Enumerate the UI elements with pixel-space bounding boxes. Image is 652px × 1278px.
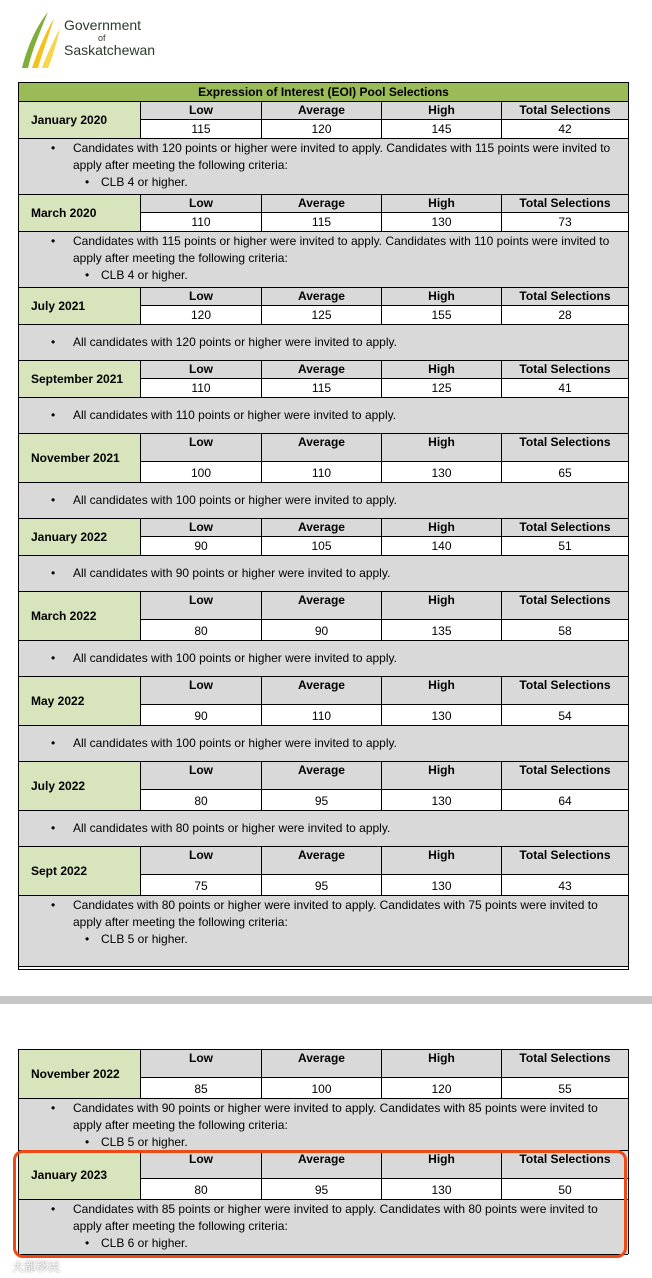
note-bullet: • All candidates with 90 points or higher were invited to apply. xyxy=(19,565,628,582)
total-selections: 73 xyxy=(501,213,628,231)
round-scores xyxy=(141,195,628,231)
round-notes xyxy=(19,231,628,288)
round-scores xyxy=(141,847,628,895)
column-header: Low xyxy=(189,362,213,376)
total-selections: 54 xyxy=(501,705,628,725)
round-scores xyxy=(141,102,628,138)
average-score: 95 xyxy=(261,790,381,810)
score-value-row xyxy=(141,1078,628,1098)
column-header: Low xyxy=(189,593,213,607)
low-score: 110 xyxy=(191,215,211,229)
score-value-row xyxy=(141,213,628,231)
high-score: 145 xyxy=(381,120,501,138)
round-notes xyxy=(19,725,628,762)
column-header: High xyxy=(381,519,501,537)
average-score: 105 xyxy=(261,537,381,555)
column-header: High xyxy=(381,195,501,213)
column-header: High xyxy=(381,847,501,875)
eoi-table-part-1 xyxy=(18,82,629,970)
column-header: Average xyxy=(261,195,381,213)
high-score: 130 xyxy=(381,790,501,810)
round-scores xyxy=(141,677,628,725)
average-score: 115 xyxy=(261,213,381,231)
column-header: High xyxy=(381,592,501,620)
column-header: Low xyxy=(189,435,213,449)
low-score: 90 xyxy=(194,709,208,723)
selection-round xyxy=(19,195,628,288)
high-score: 130 xyxy=(381,875,501,895)
logo-line-1: Government xyxy=(64,17,142,33)
average-score: 95 xyxy=(261,1179,381,1199)
round-month: November 2022 xyxy=(19,1050,141,1098)
column-header: Average xyxy=(261,361,381,379)
column-header: Average xyxy=(261,1050,381,1078)
round-notes xyxy=(19,324,628,361)
total-selections: 51 xyxy=(501,537,628,555)
round-notes xyxy=(19,1098,628,1151)
high-score: 130 xyxy=(381,462,501,482)
average-score: 125 xyxy=(261,306,381,324)
score-header-row xyxy=(141,361,628,379)
total-selections: 42 xyxy=(501,120,628,138)
low-score: 115 xyxy=(191,122,211,136)
high-score: 135 xyxy=(381,620,501,640)
round-notes xyxy=(19,397,628,434)
table-title: Expression of Interest (EOI) Pool Selections xyxy=(19,83,628,102)
low-score: 100 xyxy=(190,466,212,480)
column-header: Low xyxy=(189,1152,213,1166)
column-header: Total Selections xyxy=(501,847,628,875)
average-score: 90 xyxy=(261,620,381,640)
column-header: Average xyxy=(261,288,381,306)
column-header: High xyxy=(381,677,501,705)
low-score: 120 xyxy=(190,308,212,322)
column-header: Low xyxy=(189,848,213,862)
column-header: Average xyxy=(261,762,381,790)
column-header: Average xyxy=(261,519,381,537)
score-value-row xyxy=(141,379,628,397)
column-header: Low xyxy=(189,520,213,534)
round-month: January 2020 xyxy=(19,102,141,138)
column-header: Average xyxy=(261,592,381,620)
score-header-row xyxy=(141,195,628,213)
total-selections: 50 xyxy=(501,1179,628,1199)
column-header: Average xyxy=(261,102,381,120)
note-sub-bullet: • CLB 5 or higher. xyxy=(19,1134,628,1151)
note-sub-bullet: • CLB 4 or higher. xyxy=(19,174,628,191)
column-header: Low xyxy=(189,678,213,692)
low-score: 90 xyxy=(194,539,208,553)
column-header: Total Selections xyxy=(501,592,628,620)
score-header-row xyxy=(141,102,628,120)
round-notes xyxy=(19,810,628,847)
column-header: High xyxy=(381,1151,501,1179)
note-bullet: • All candidates with 120 points or higher were invited to apply. xyxy=(19,334,628,351)
round-month: January 2022 xyxy=(19,519,141,555)
note-bullet: • Candidates with 85 points or higher were invited to apply. Candidates with 80 points were invited to apply after meeting the following criteria: xyxy=(19,1201,628,1235)
selection-round xyxy=(19,288,628,361)
column-header: Total Selections xyxy=(501,102,628,120)
round-month: May 2022 xyxy=(19,677,141,725)
score-value-row xyxy=(141,537,628,555)
total-selections: 41 xyxy=(501,379,628,397)
column-header: Average xyxy=(261,677,381,705)
column-header: High xyxy=(381,1050,501,1078)
total-selections: 43 xyxy=(501,875,628,895)
watermark: 大都移民 xyxy=(12,1260,61,1274)
column-header: Total Selections xyxy=(501,677,628,705)
column-header: High xyxy=(381,361,501,379)
score-header-row xyxy=(141,288,628,306)
column-header: Total Selections xyxy=(501,519,628,537)
score-header-row xyxy=(141,519,628,537)
average-score: 95 xyxy=(261,875,381,895)
average-score: 115 xyxy=(261,379,381,397)
round-scores xyxy=(141,361,628,397)
round-scores xyxy=(141,288,628,324)
round-scores xyxy=(141,1050,628,1098)
round-notes xyxy=(19,482,628,519)
round-month: March 2020 xyxy=(19,195,141,231)
logo-line-3: Saskatchewan xyxy=(64,42,156,58)
round-month: Sept 2022 xyxy=(19,847,141,895)
highlight-box xyxy=(13,1150,627,1258)
high-score: 120 xyxy=(381,1078,501,1098)
score-header-row xyxy=(141,592,628,620)
column-header: Total Selections xyxy=(501,434,628,462)
round-month: November 2021 xyxy=(19,434,141,482)
high-score: 130 xyxy=(381,213,501,231)
low-score: 75 xyxy=(194,879,208,893)
column-header: Total Selections xyxy=(501,1151,628,1179)
total-selections: 58 xyxy=(501,620,628,640)
round-scores xyxy=(141,592,628,640)
round-month: January 2023 xyxy=(19,1151,141,1199)
score-value-row xyxy=(141,875,628,895)
column-header: High xyxy=(381,288,501,306)
score-value-row xyxy=(141,462,628,482)
total-selections: 55 xyxy=(501,1078,628,1098)
column-header: High xyxy=(381,102,501,120)
column-header: Average xyxy=(261,847,381,875)
wheat-sheaf-icon xyxy=(18,10,66,72)
selection-round xyxy=(19,847,628,967)
note-bullet: • All candidates with 100 points or higher were invited to apply. xyxy=(19,492,628,509)
low-score: 80 xyxy=(194,1183,208,1197)
selection-round xyxy=(19,361,628,434)
page-break xyxy=(0,996,652,1004)
column-header: Total Selections xyxy=(501,762,628,790)
note-bullet: • All candidates with 100 points or higher were invited to apply. xyxy=(19,650,628,667)
column-header: Low xyxy=(189,289,213,303)
round-notes xyxy=(19,895,628,967)
column-header: Low xyxy=(189,103,213,117)
high-score: 125 xyxy=(381,379,501,397)
selection-round xyxy=(19,592,628,677)
score-value-row xyxy=(141,120,628,138)
selection-round xyxy=(19,434,628,519)
high-score: 130 xyxy=(381,705,501,725)
logo-line-2: of xyxy=(98,33,106,43)
round-scores xyxy=(141,519,628,555)
column-header: Total Selections xyxy=(501,195,628,213)
round-scores xyxy=(141,434,628,482)
low-score: 80 xyxy=(194,624,208,638)
selection-round xyxy=(19,1050,628,1151)
note-bullet: • Candidates with 90 points or higher were invited to apply. Candidates with 85 points were invited to apply after meeting the following criteria: xyxy=(19,1100,628,1134)
round-month: July 2022 xyxy=(19,762,141,810)
high-score: 140 xyxy=(381,537,501,555)
note-sub-bullet: • CLB 5 or higher. xyxy=(19,931,628,948)
score-value-row xyxy=(141,705,628,725)
score-header-row xyxy=(141,762,628,790)
selection-round xyxy=(19,102,628,195)
total-selections: 28 xyxy=(501,306,628,324)
column-header: Total Selections xyxy=(501,288,628,306)
note-bullet: • All candidates with 110 points or higher were invited to apply. xyxy=(19,407,628,424)
note-sub-bullet: • CLB 6 or higher. xyxy=(19,1235,628,1252)
score-value-row xyxy=(141,306,628,324)
average-score: 120 xyxy=(261,120,381,138)
high-score: 130 xyxy=(381,1179,501,1199)
high-score: 155 xyxy=(381,306,501,324)
note-bullet: • Candidates with 115 points or higher were invited to apply. Candidates with 110 points were invited to apply after meeting the following criteria: xyxy=(19,233,628,267)
selection-round xyxy=(19,677,628,762)
average-score: 100 xyxy=(261,1078,381,1098)
column-header: Low xyxy=(189,763,213,777)
note-sub-bullet: • CLB 4 or higher. xyxy=(19,267,628,284)
total-selections: 64 xyxy=(501,790,628,810)
score-value-row xyxy=(141,790,628,810)
column-header: Average xyxy=(261,1151,381,1179)
score-value-row xyxy=(141,620,628,640)
selection-round xyxy=(19,519,628,592)
average-score: 110 xyxy=(261,705,381,725)
round-notes xyxy=(19,640,628,677)
round-notes xyxy=(19,555,628,592)
note-bullet: • Candidates with 80 points or higher were invited to apply. Candidates with 75 points were invited to apply after meeting the following criteria: xyxy=(19,897,628,931)
average-score: 110 xyxy=(261,462,381,482)
note-bullet: • Candidates with 120 points or higher were invited to apply. Candidates with 115 points were invited to apply after meeting the following criteria: xyxy=(19,140,628,174)
round-scores xyxy=(141,762,628,810)
score-header-row xyxy=(141,434,628,462)
column-header: High xyxy=(381,762,501,790)
score-header-row xyxy=(141,1050,628,1078)
column-header: High xyxy=(381,434,501,462)
low-score: 85 xyxy=(194,1082,208,1096)
low-score: 80 xyxy=(194,794,208,808)
round-notes xyxy=(19,138,628,195)
round-month: March 2022 xyxy=(19,592,141,640)
column-header: Low xyxy=(189,196,213,210)
score-header-row xyxy=(141,847,628,875)
logo-wordmark xyxy=(64,18,155,58)
column-header: Low xyxy=(189,1051,213,1065)
total-selections: 65 xyxy=(501,462,628,482)
note-bullet: • All candidates with 100 points or higher were invited to apply. xyxy=(19,735,628,752)
selection-round xyxy=(19,762,628,847)
low-score: 110 xyxy=(191,381,211,395)
column-header: Total Selections xyxy=(501,1050,628,1078)
column-header: Average xyxy=(261,434,381,462)
round-month: July 2021 xyxy=(19,288,141,324)
round-month: September 2021 xyxy=(19,361,141,397)
note-bullet: • All candidates with 80 points or higher were invited to apply. xyxy=(19,820,628,837)
score-header-row xyxy=(141,677,628,705)
column-header: Total Selections xyxy=(501,361,628,379)
